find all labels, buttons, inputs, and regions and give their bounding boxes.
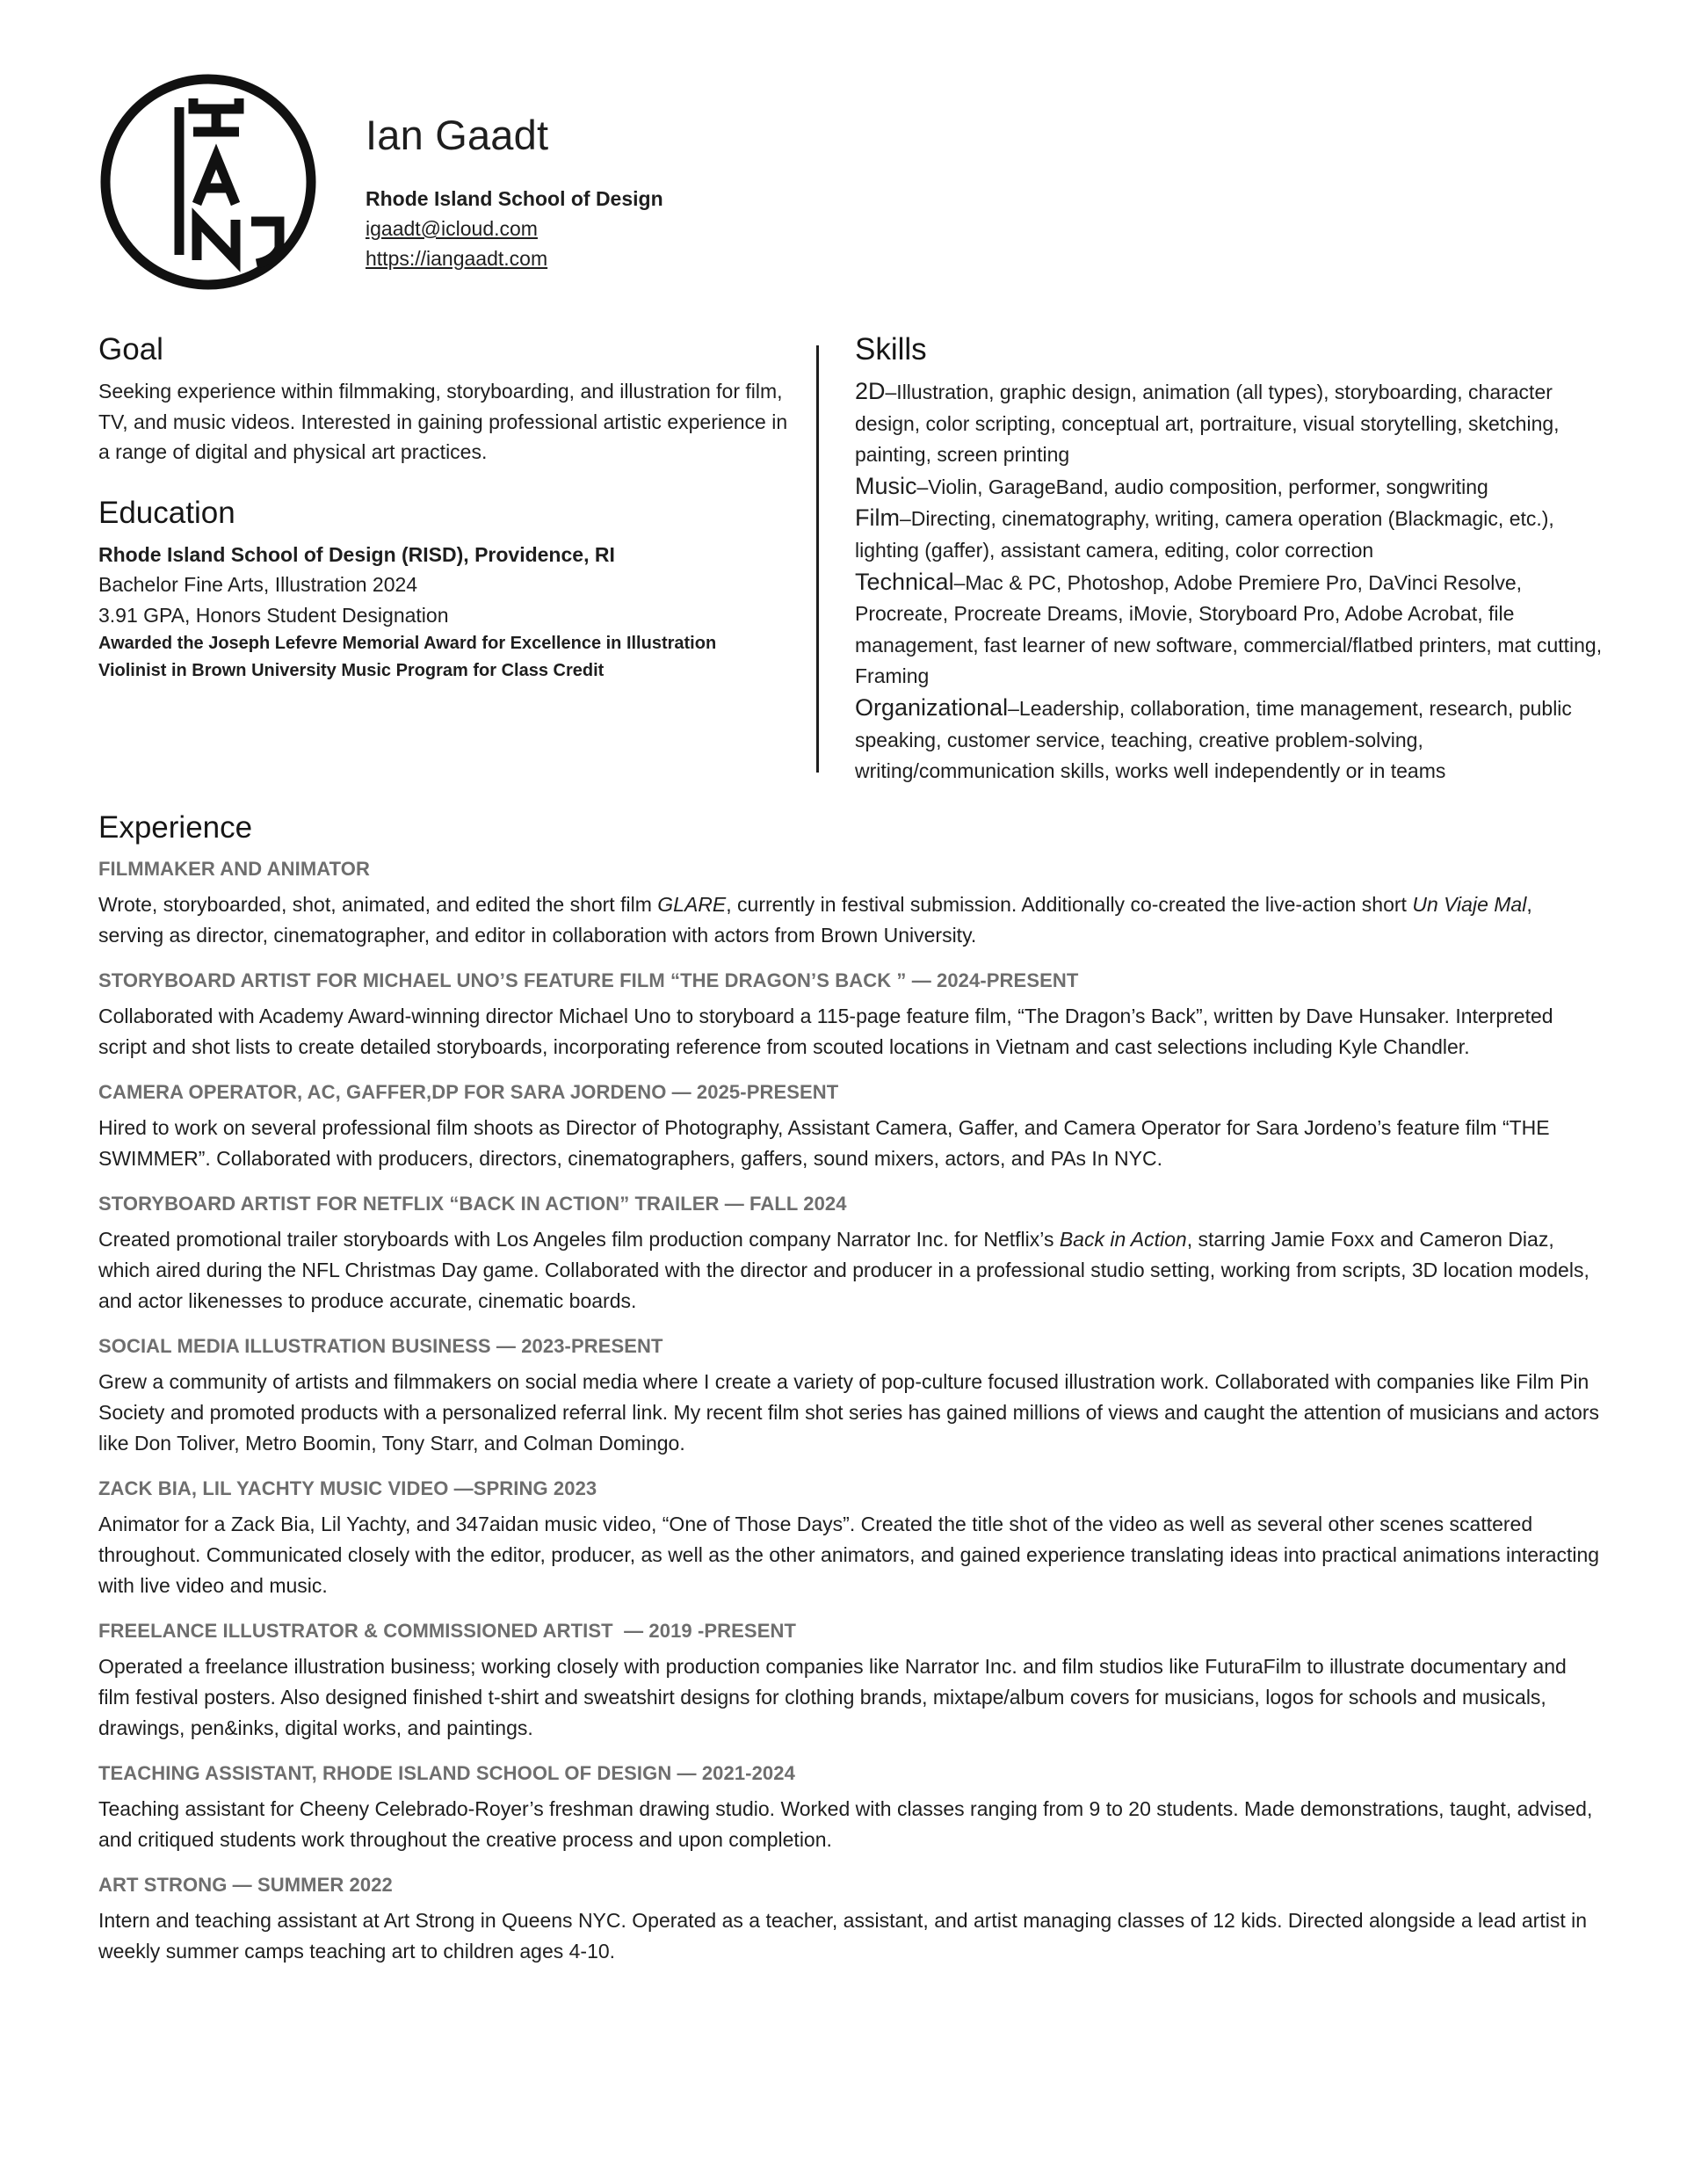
film-title: Back in Action [1059,1228,1187,1251]
experience-section [98,802,1601,1967]
job-entry [98,1616,1601,1744]
job-title: ZACK BIA, LIL YACHTY MUSIC VIDEO —SPRING 2023 [98,1477,597,1499]
header-school: Rhode Island School of Design [366,187,663,210]
job-description: Collaborated with Academy Award-winning director Michael Uno to storyboard a 115-page feature film, “The Dragon’s Back”, written by Dave Hunsaker. Interpreted script and shot lists to create detailed storyboards, incorporating reference from scouted locations in Vietnam and cast selections including Kyle Chandler. [98,1005,1553,1058]
job-title: STORYBOARD ARTIST FOR NETFLIX “BACK IN ACTION” TRAILER — FALL 2024 [98,1193,847,1215]
experience-heading: Experience [98,810,253,845]
job-description: Wrote, storyboarded, shot, animated, and edited the short film GLARE, currently in festival submission. Additionally co-created the live-action short Un Viaje Mal, serving as director, cinematographer, and editor in collaboration with actors from Brown University. [98,893,1532,947]
job-title: CAMERA OPERATOR, AC, GAFFER,DP FOR SARA JORDENO — 2025-PRESENT [98,1081,839,1103]
job-description: Operated a freelance illustration business; working closely with production companies like Narrator Inc. and film studios like FuturaFilm to illustrate documentary and film festival posters. Also designed finished t-shirt and sweatshirt designs for clothing brands, mixtape/album covers for musicians, logos for schools and musicals, drawings, pen&inks, digital works, and paintings. [98,1655,1567,1739]
goal-section [98,323,801,468]
education-gpa: 3.91 GPA, Honors Student Designation [98,603,449,627]
left-column [98,323,801,685]
skill-text: –Leadership, collaboration, time management, research, public speaking, customer service, teaching, creative problem-solving, writing/communication skills, works well independently or in teams [855,696,1572,783]
job-title: SOCIAL MEDIA ILLUSTRATION BUSINESS — 2023-PRESENT [98,1335,663,1357]
education-degree: Bachelor Fine Arts, Illustration 2024 [98,573,418,596]
column-divider [816,345,819,773]
website-link[interactable]: https://iangaadt.com [366,247,548,270]
applicant-name: Ian Gaadt [366,112,549,158]
education-award: Awarded the Joseph Lefevre Memorial Award for Excellence in Illustration [98,634,717,653]
skill-category: Technical [855,568,954,595]
skill-film [855,503,1612,566]
skill-technical [855,567,1612,693]
job-title: TEACHING ASSISTANT, RHODE ISLAND SCHOOL OF DESIGN — 2021-2024 [98,1762,795,1784]
job-title: ART STRONG — SUMMER 2022 [98,1874,393,1896]
job-entry [98,854,1601,951]
resume-header [366,114,663,273]
skill-text: –Violin, GarageBand, audio composition, performer, songwriting [916,475,1488,498]
skill-category: 2D [855,378,886,404]
logo-graphic [98,72,318,292]
job-entry [98,1077,1601,1174]
film-title: GLARE [657,893,727,916]
skill-text: –Illustration, graphic design, animation (all types), storyboarding, character design, color scripting, conceptual art, portraiture, visual storytelling, sketching, painting, screen printing [855,381,1560,467]
job-entry [98,1474,1601,1601]
skill-text: –Mac & PC, Photoshop, Adobe Premiere Pro, DaVinci Resolve, Procreate, Procreate Dreams, iMovie, Storyboard Pro, Adobe Acrobat, file management, fast learner of new software, commercial/flatbed printers, mat cutting, Framing [855,570,1603,688]
job-description: Created promotional trailer storyboards with Los Angeles film production company Narrator Inc. for Netflix’s Back in Action, starring Jamie Foxx and Cameron Diaz, which aired during the NFL Christmas Day game. Collaborated with the director and producer in a professional studio setting, working from scripts, 3D location models, and actor likenesses to produce accurate, cinematic boards. [98,1228,1589,1312]
education-music: Violinist in Brown University Music Program for Class Credit [98,661,605,680]
film-title: Un Viaje Mal [1412,893,1527,916]
education-section [98,487,801,686]
job-entry [98,1759,1601,1855]
job-entry [98,1331,1601,1459]
job-title: FREELANCE ILLUSTRATOR & COMMISSIONED ARTIST — 2019 -PRESENT [98,1620,796,1642]
job-description: Grew a community of artists and filmmakers on social media where I create a variety of pop-culture focused illustration work. Collaborated with companies like Film Pin Society and promoted products with a personalized referral link. My recent film shot series has gained millions of views and caught the attention of musicians and actors like Don Toliver, Metro Boomin, Tony Starr, and Colman Domingo. [98,1370,1599,1455]
job-description: Animator for a Zack Bia, Lil Yachty, and 347aidan music video, “One of Those Days”. Created the title shot of the video as well as several other scenes scattered throughout. Communicated closely with the editor, producer, as well as the other animators, and gained experience translating ideas into practical animations interacting with live video and music. [98,1513,1600,1597]
job-title: FILMMAKER AND ANIMATOR [98,858,370,880]
education-institution: Rhode Island School of Design (RISD), Providence, RI [98,542,615,566]
skill-2d [855,376,1612,471]
skill-category: Organizational [855,693,1009,721]
skills-heading: Skills [855,332,927,366]
job-entry [98,966,1601,1063]
job-entry [98,1870,1601,1967]
job-description: Teaching assistant for Cheeny Celebrado-Royer’s freshman drawing studio. Worked with classes ranging from 9 to 20 students. Made demonstrations, taught, advised, and critiqued students work throughout the creative process and upon completion. [98,1797,1593,1851]
skill-music [855,471,1612,504]
job-description: Intern and teaching assistant at Art Strong in Queens NYC. Operated as a teacher, assistant, and artist managing classes of 12 kids. Directed alongside a lead artist in weekly summer camps teaching art to children ages 4-10. [98,1909,1588,1963]
goal-text: Seeking experience within filmmaking, storyboarding, and illustration for film, TV, and music videos. Interested in gaining professional artistic experience in a range of digital and physical art practices. [98,380,788,463]
email-link[interactable]: igaadt@icloud.com [366,217,538,240]
goal-heading: Goal [98,332,163,366]
skill-text: –Directing, cinematography, writing, camera operation (Blackmagic, etc.), lighting (gaffer), assistant camera, editing, color correction [855,507,1554,562]
skills-section [855,323,1612,787]
job-entry [98,1189,1601,1317]
skill-category: Film [855,504,900,532]
skill-category: Music [855,472,917,499]
job-description: Hired to work on several professional film shoots as Director of Photography, Assistant Camera, Gaffer, and Camera Operator for Sara Jordeno’s feature film “THE SWIMMER”. Collaborated with producers, directors, cinematographers, gaffers, sound mixers, actors, and PAs In NYC. [98,1116,1550,1170]
ian-monogram-logo [98,72,318,292]
education-heading: Education [98,495,235,530]
job-title: STORYBOARD ARTIST FOR MICHAEL UNO’S FEATURE FILM “THE DRAGON’S BACK ” — 2024-PRESENT [98,969,1079,991]
skill-organizational [855,693,1612,787]
